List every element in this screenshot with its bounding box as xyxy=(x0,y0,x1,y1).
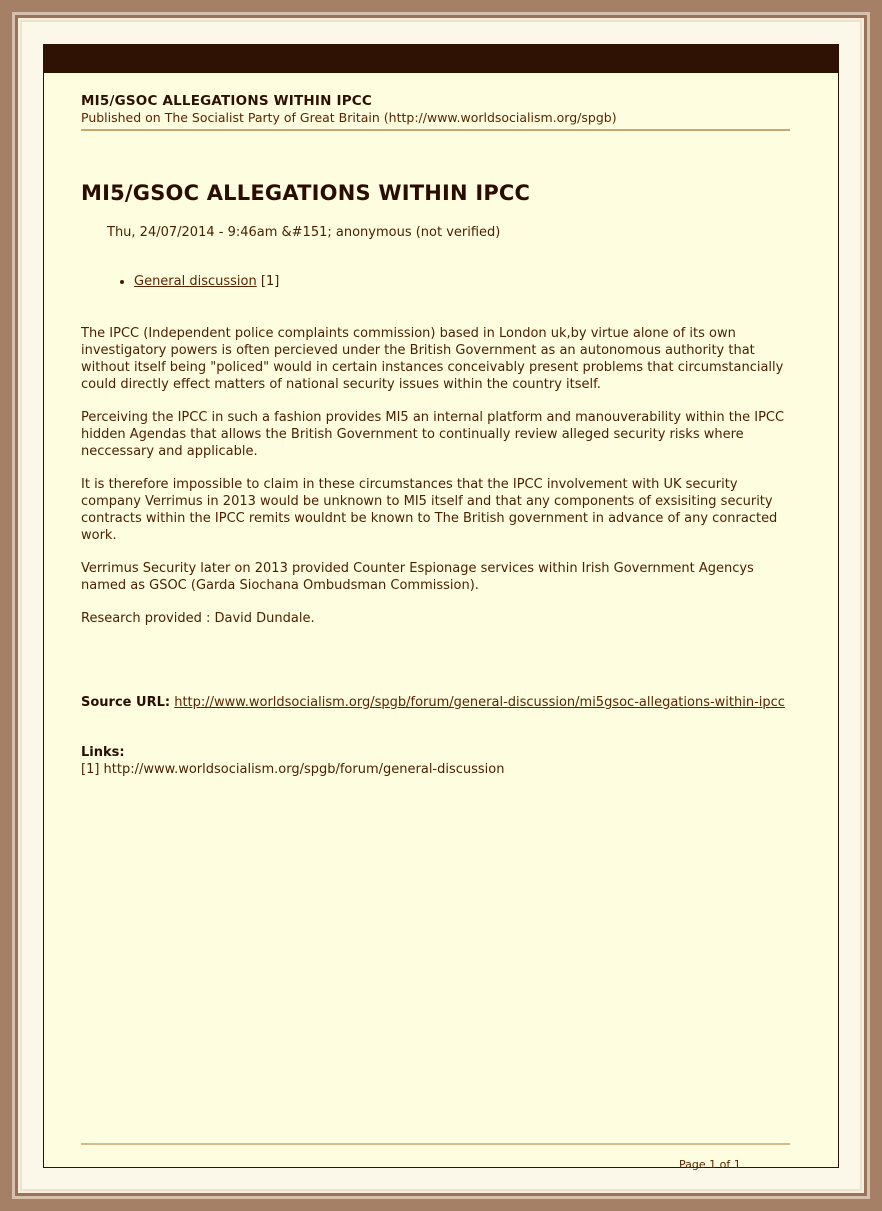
tag-link-general-discussion[interactable]: General discussion xyxy=(134,274,257,289)
article-body xyxy=(81,325,791,643)
page-header xyxy=(81,93,790,131)
links-label: Links: xyxy=(81,745,125,760)
link-item: [1] http://www.worldsocialism.org/spgb/forum/general-discussion xyxy=(81,762,505,777)
paragraph: The IPCC (Independent police complaints commission) based in London uk,by virtue alone of its own investigatory powers is often percieved under the British Government as an autonomous authority that without itself being "policed" would in certain instances conceivably present problems that circumstancially could directly effect matters of national security issues within the country itself. xyxy=(81,326,784,392)
paragraph: Verrimus Security later on 2013 provided Counter Espionage services within Irish Government Agencys named as GSOC (Garda Siochana Ombudsman Commission). xyxy=(81,561,754,593)
top-bar xyxy=(44,45,838,73)
header-title: MI5/GSOC ALLEGATIONS WITHIN IPCC xyxy=(81,93,373,109)
tag-item xyxy=(134,273,279,291)
article-title: MI5/GSOC ALLEGATIONS WITHIN IPCC xyxy=(81,181,531,205)
paragraph: Research provided : David Dundale. xyxy=(81,611,315,626)
document-page xyxy=(43,44,839,1171)
article-meta: Thu, 24/07/2014 - 9:46am &#151; anonymous (not verified) xyxy=(107,225,501,240)
tag-list xyxy=(117,273,279,291)
header-published: Published on The Socialist Party of Great Britain (http://www.worldsocialism.org/spgb) xyxy=(81,110,617,125)
tag-ref: [1] xyxy=(256,274,280,289)
source-url xyxy=(81,694,791,711)
paragraph: It is therefore impossible to claim in these circumstances that the IPCC involvement with UK security company Verrimus in 2013 would be unknown to MI5 itself and that any components of exsisiting security contracts within the IPCC remits wouldnt be known to The British government in advance of any conracted work. xyxy=(81,477,778,543)
page-number: Page 1 of 1 xyxy=(679,1158,741,1171)
footer-divider xyxy=(81,1143,790,1145)
source-link[interactable]: http://www.worldsocialism.org/spgb/forum/general-discussion/mi5gsoc-allegations-within-ipcc xyxy=(174,695,785,710)
source-label: Source URL: xyxy=(81,695,171,710)
links-section xyxy=(81,744,791,778)
paragraph: Perceiving the IPCC in such a fashion provides MI5 an internal platform and manouverability within the IPCC hidden Agendas that allows the British Government to continually review alleged security risks where neccessary and applicable. xyxy=(81,410,785,459)
